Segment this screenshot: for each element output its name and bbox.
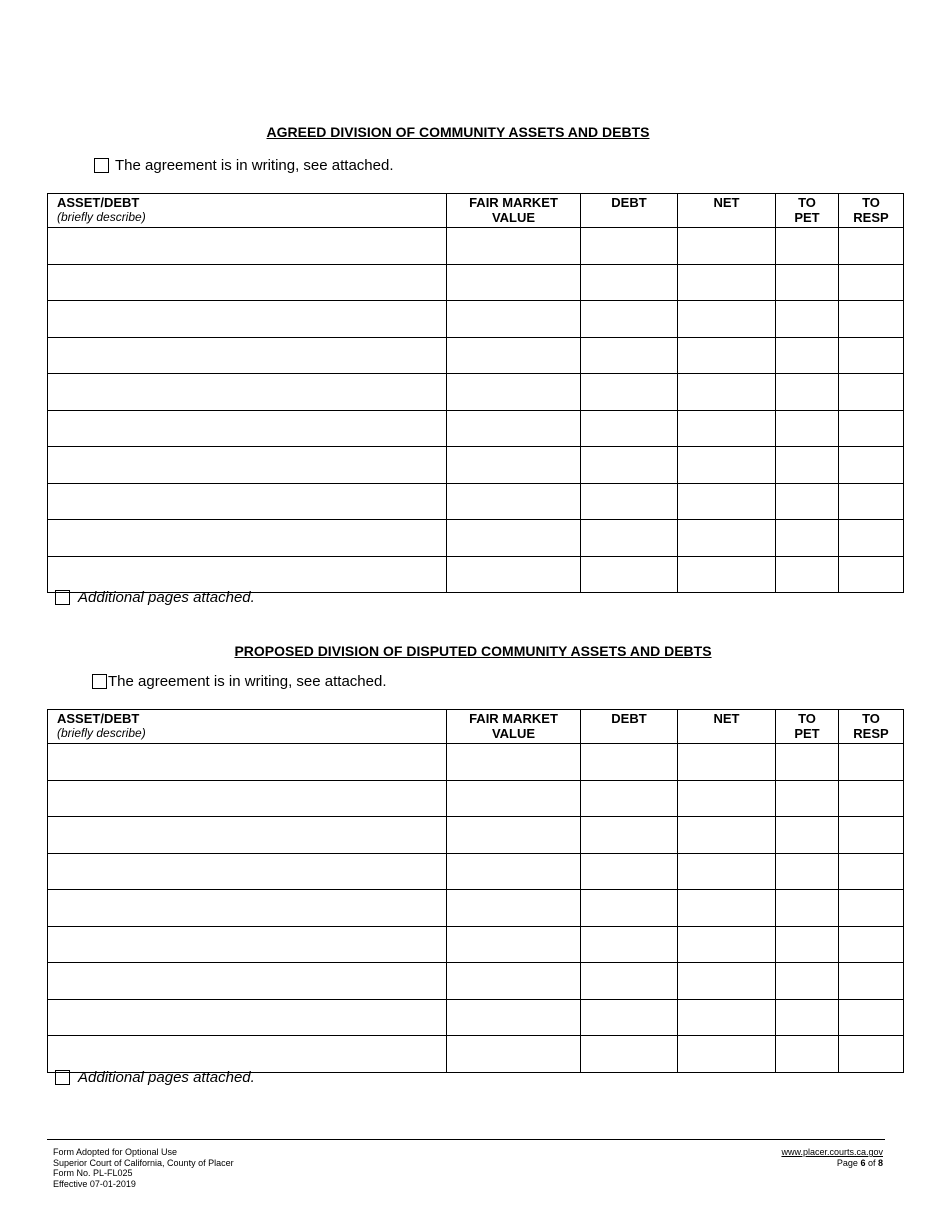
agreed-writing-label: The agreement is in writing, see attached. — [115, 157, 394, 174]
col-to-pet — [776, 194, 839, 228]
col-net: NET — [678, 194, 776, 228]
col-fair-market-value — [447, 710, 581, 744]
asset-cell[interactable] — [48, 374, 447, 411]
table-row — [48, 963, 904, 1000]
debt-cell[interactable] — [581, 410, 678, 447]
proposed-additional-row — [55, 1069, 255, 1086]
col-asset-debt — [48, 710, 447, 744]
asset-cell[interactable] — [48, 337, 447, 374]
debt-cell[interactable] — [581, 1036, 678, 1073]
table-row — [48, 264, 904, 301]
net-cell[interactable] — [678, 926, 776, 963]
fmv-cell[interactable] — [447, 963, 581, 1000]
proposed-writing-row — [92, 673, 386, 690]
table-row — [48, 853, 904, 890]
to-pet-cell[interactable] — [776, 780, 839, 817]
net-cell[interactable] — [678, 410, 776, 447]
to-pet-cell[interactable] — [776, 999, 839, 1036]
col-fmv-label-1: FAIR MARKET — [469, 195, 558, 210]
table-row — [48, 228, 904, 265]
debt-cell[interactable] — [581, 337, 678, 374]
col-pet-label-2: PET — [794, 726, 820, 741]
fmv-cell[interactable] — [447, 926, 581, 963]
fmv-cell[interactable] — [447, 374, 581, 411]
table-row — [48, 374, 904, 411]
table-row — [48, 337, 904, 374]
to-pet-cell[interactable] — [776, 1036, 839, 1073]
net-cell[interactable] — [678, 780, 776, 817]
col-resp-label-1: TO — [862, 711, 880, 726]
col-debt: DEBT — [581, 710, 678, 744]
asset-cell[interactable] — [48, 520, 447, 557]
to-resp-cell[interactable] — [839, 556, 904, 593]
proposed-assets-table — [47, 709, 904, 1073]
debt-cell[interactable] — [581, 890, 678, 927]
fmv-cell[interactable] — [447, 853, 581, 890]
footer-line-1: Form Adopted for Optional Use — [53, 1147, 178, 1157]
footer-line-3: Form No. PL-FL025 — [53, 1168, 133, 1178]
table-row — [48, 483, 904, 520]
agreed-additional-checkbox[interactable] — [55, 590, 70, 605]
col-to-resp — [839, 194, 904, 228]
footer-line-2: Superior Court of California, County of Placer — [53, 1157, 234, 1168]
fmv-cell[interactable] — [447, 483, 581, 520]
fmv-cell[interactable] — [447, 228, 581, 265]
asset-cell[interactable] — [48, 999, 447, 1036]
to-resp-cell[interactable] — [839, 447, 904, 484]
col-fmv-label-2: VALUE — [491, 210, 536, 225]
col-fmv-label-2: VALUE — [491, 726, 536, 741]
proposed-writing-label: The agreement is in writing, see attached. — [108, 673, 387, 690]
to-pet-cell[interactable] — [776, 520, 839, 557]
debt-cell[interactable] — [581, 374, 678, 411]
footer-page-info — [781, 1147, 883, 1168]
asset-cell[interactable] — [48, 264, 447, 301]
to-resp-cell[interactable] — [839, 963, 904, 1000]
to-resp-cell[interactable] — [839, 374, 904, 411]
to-resp-cell[interactable] — [839, 744, 904, 781]
footer-divider — [47, 1139, 885, 1140]
table-row — [48, 447, 904, 484]
proposed-additional-label: Additional pages attached. — [78, 1069, 255, 1086]
table-header-row — [48, 194, 904, 228]
col-fair-market-value — [447, 194, 581, 228]
to-resp-cell[interactable] — [839, 926, 904, 963]
fmv-cell[interactable] — [447, 817, 581, 854]
asset-cell[interactable] — [48, 926, 447, 963]
proposed-table-body — [48, 744, 904, 1073]
debt-cell[interactable] — [581, 483, 678, 520]
col-asset-sublabel: (briefly describe) — [57, 726, 146, 740]
to-pet-cell[interactable] — [776, 744, 839, 781]
proposed-additional-checkbox[interactable] — [55, 1070, 70, 1085]
proposed-section-title: PROPOSED DIVISION OF DISPUTED COMMUNITY ASSETS AND DEBTS — [234, 643, 712, 659]
debt-cell[interactable] — [581, 780, 678, 817]
col-asset-label: ASSET/DEBT — [57, 195, 140, 210]
table-header-row — [48, 710, 904, 744]
to-resp-cell[interactable] — [839, 520, 904, 557]
table-row — [48, 1036, 904, 1073]
to-resp-cell[interactable] — [839, 853, 904, 890]
net-cell[interactable] — [678, 1036, 776, 1073]
table-row — [48, 301, 904, 338]
col-to-pet — [776, 710, 839, 744]
fmv-cell[interactable] — [447, 744, 581, 781]
to-pet-cell[interactable] — [776, 556, 839, 593]
fmv-cell[interactable] — [447, 999, 581, 1036]
fmv-cell[interactable] — [447, 337, 581, 374]
footer-line-4: Effective 07-01-2019 — [53, 1178, 136, 1189]
to-pet-cell[interactable] — [776, 228, 839, 265]
fmv-cell[interactable] — [447, 890, 581, 927]
table-row — [48, 817, 904, 854]
table-row — [48, 556, 904, 593]
page-of: of — [865, 1157, 878, 1168]
to-pet-cell[interactable] — [776, 337, 839, 374]
net-cell[interactable] — [678, 744, 776, 781]
to-pet-cell[interactable] — [776, 483, 839, 520]
col-pet-label-2: PET — [794, 210, 820, 225]
net-cell[interactable] — [678, 228, 776, 265]
col-resp-label-1: TO — [862, 195, 880, 210]
debt-cell[interactable] — [581, 744, 678, 781]
col-pet-label-1: TO — [798, 711, 816, 726]
to-resp-cell[interactable] — [839, 817, 904, 854]
agreed-table-body — [48, 228, 904, 593]
to-resp-cell[interactable] — [839, 410, 904, 447]
asset-cell[interactable] — [48, 410, 447, 447]
asset-cell[interactable] — [48, 744, 447, 781]
to-pet-cell[interactable] — [776, 264, 839, 301]
asset-cell[interactable] — [48, 853, 447, 890]
fmv-cell[interactable] — [447, 556, 581, 593]
table-row — [48, 780, 904, 817]
to-resp-cell[interactable] — [839, 228, 904, 265]
asset-cell[interactable] — [48, 817, 447, 854]
net-cell[interactable] — [678, 853, 776, 890]
table-row — [48, 926, 904, 963]
net-cell[interactable] — [678, 999, 776, 1036]
table-row — [48, 999, 904, 1036]
to-resp-cell[interactable] — [839, 1036, 904, 1073]
to-pet-cell[interactable] — [776, 926, 839, 963]
col-pet-label-1: TO — [798, 195, 816, 210]
table-row — [48, 520, 904, 557]
agreed-additional-label: Additional pages attached. — [78, 589, 255, 606]
to-pet-cell[interactable] — [776, 410, 839, 447]
col-net: NET — [678, 710, 776, 744]
debt-cell[interactable] — [581, 999, 678, 1036]
asset-cell[interactable] — [48, 447, 447, 484]
to-resp-cell[interactable] — [839, 337, 904, 374]
to-resp-cell[interactable] — [839, 780, 904, 817]
to-pet-cell[interactable] — [776, 447, 839, 484]
net-cell[interactable] — [678, 337, 776, 374]
debt-cell[interactable] — [581, 520, 678, 557]
net-cell[interactable] — [678, 483, 776, 520]
net-cell[interactable] — [678, 447, 776, 484]
debt-cell[interactable] — [581, 963, 678, 1000]
court-website-link[interactable]: www.placer.courts.ca.gov — [781, 1147, 883, 1157]
fmv-cell[interactable] — [447, 447, 581, 484]
net-cell[interactable] — [678, 374, 776, 411]
proposed-writing-checkbox[interactable] — [92, 674, 107, 689]
fmv-cell[interactable] — [447, 410, 581, 447]
page-current: 6 — [860, 1157, 866, 1168]
to-resp-cell[interactable] — [839, 264, 904, 301]
to-pet-cell[interactable] — [776, 817, 839, 854]
to-resp-cell[interactable] — [839, 301, 904, 338]
to-pet-cell[interactable] — [776, 374, 839, 411]
col-asset-label: ASSET/DEBT — [57, 711, 140, 726]
table-row — [48, 890, 904, 927]
agreed-writing-row — [94, 157, 393, 174]
col-asset-sublabel: (briefly describe) — [57, 210, 146, 224]
asset-cell[interactable] — [48, 556, 447, 593]
debt-cell[interactable] — [581, 853, 678, 890]
col-debt: DEBT — [581, 194, 678, 228]
col-asset-debt — [48, 194, 447, 228]
fmv-cell[interactable] — [447, 1036, 581, 1073]
asset-cell[interactable] — [48, 890, 447, 927]
debt-cell[interactable] — [581, 447, 678, 484]
asset-cell[interactable] — [48, 1036, 447, 1073]
net-cell[interactable] — [678, 817, 776, 854]
net-cell[interactable] — [678, 520, 776, 557]
debt-cell[interactable] — [581, 228, 678, 265]
debt-cell[interactable] — [581, 301, 678, 338]
asset-cell[interactable] — [48, 228, 447, 265]
col-resp-label-2: RESP — [853, 726, 889, 741]
debt-cell[interactable] — [581, 264, 678, 301]
asset-cell[interactable] — [48, 301, 447, 338]
footer-form-info — [53, 1147, 234, 1189]
page-prefix: Page — [836, 1157, 861, 1168]
to-resp-cell[interactable] — [839, 999, 904, 1036]
col-to-resp — [839, 710, 904, 744]
page-total: 8 — [877, 1157, 883, 1168]
table-row — [48, 744, 904, 781]
fmv-cell[interactable] — [447, 520, 581, 557]
fmv-cell[interactable] — [447, 301, 581, 338]
agreed-additional-row — [55, 589, 255, 606]
table-row — [48, 410, 904, 447]
to-pet-cell[interactable] — [776, 963, 839, 1000]
net-cell[interactable] — [678, 301, 776, 338]
page-number — [781, 1158, 883, 1169]
net-cell[interactable] — [678, 556, 776, 593]
debt-cell[interactable] — [581, 817, 678, 854]
asset-cell[interactable] — [48, 483, 447, 520]
asset-cell[interactable] — [48, 963, 447, 1000]
debt-cell[interactable] — [581, 556, 678, 593]
fmv-cell[interactable] — [447, 264, 581, 301]
agreed-assets-table — [47, 193, 904, 593]
to-resp-cell[interactable] — [839, 483, 904, 520]
agreed-section-title: AGREED DIVISION OF COMMUNITY ASSETS AND DEBTS — [266, 124, 650, 140]
fmv-cell[interactable] — [447, 780, 581, 817]
debt-cell[interactable] — [581, 926, 678, 963]
agreed-writing-checkbox[interactable] — [94, 158, 109, 173]
to-pet-cell[interactable] — [776, 301, 839, 338]
net-cell[interactable] — [678, 890, 776, 927]
to-pet-cell[interactable] — [776, 890, 839, 927]
asset-cell[interactable] — [48, 780, 447, 817]
to-pet-cell[interactable] — [776, 853, 839, 890]
col-resp-label-2: RESP — [853, 210, 889, 225]
to-resp-cell[interactable] — [839, 890, 904, 927]
net-cell[interactable] — [678, 264, 776, 301]
col-fmv-label-1: FAIR MARKET — [469, 711, 558, 726]
net-cell[interactable] — [678, 963, 776, 1000]
